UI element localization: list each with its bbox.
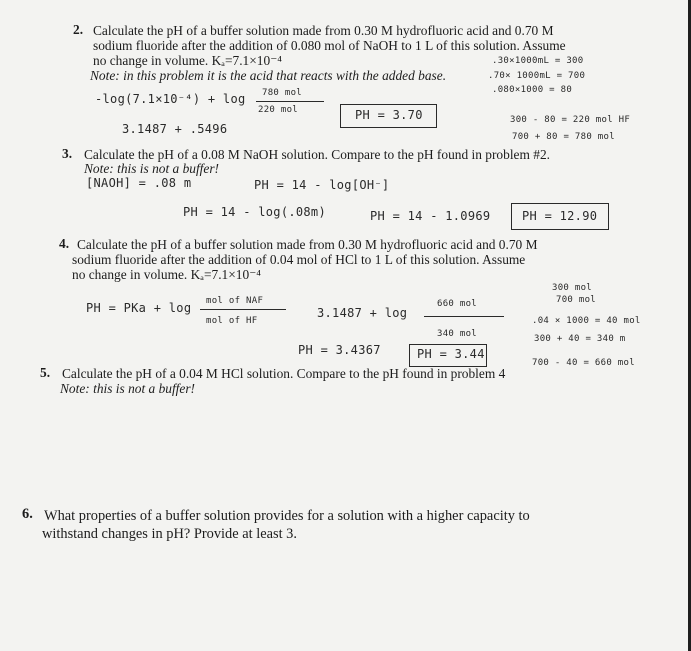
q3-number: 3. bbox=[62, 146, 73, 161]
q2-work-side3: .080×1000 = 80 bbox=[492, 85, 573, 95]
q6-number: 6. bbox=[22, 506, 33, 522]
q2-text-line2: sodium fluoride after the addition of 0.080 mol of NaOH to 1 L of this solution. Assume bbox=[93, 38, 566, 53]
q2-answer: PH = 3.70 bbox=[355, 108, 423, 122]
q4-work-result: PH = 3.4367 bbox=[298, 343, 381, 357]
q4-text-line3: no change in volume. Kₐ=7.1×10⁻⁴ bbox=[72, 267, 261, 282]
q4-answer: PH = 3.44 bbox=[417, 347, 485, 361]
q4-work-substituted: 3.1487 + log bbox=[317, 306, 408, 320]
q4-work-fraction1-denominator: mol of HF bbox=[206, 316, 258, 326]
q4-work-equation: PH = PKa + log bbox=[86, 301, 192, 315]
q4-work-side3: .04 × 1000 = 40 mol bbox=[532, 316, 641, 326]
q2-work-side1: .30×1000mL = 300 bbox=[492, 56, 584, 66]
q3-work-formula: PH = 14 - log[OH⁻] bbox=[254, 178, 390, 192]
q2-work-fraction-numerator: 780 mol bbox=[262, 88, 303, 98]
q3-note: Note: this is not a buffer! bbox=[84, 161, 220, 176]
q4-fraction2-bar bbox=[424, 316, 504, 317]
q2-work-values: 3.1487 + .5496 bbox=[122, 122, 228, 136]
q4-work-side2: 700 mol bbox=[556, 295, 597, 305]
q4-text-line1: Calculate the pH of a buffer solution made from 0.30 M hydrofluoric acid and 0.70 M bbox=[77, 237, 538, 252]
q2-work-side2: .70× 1000mL = 700 bbox=[488, 71, 586, 81]
q3-work-substitution: PH = 14 - log(.08m) bbox=[183, 205, 326, 219]
q6-text-line2: withstand changes in pH? Provide at least 3. bbox=[42, 526, 297, 542]
q4-work-side5: 700 - 40 = 660 mol bbox=[532, 358, 635, 368]
q5-number: 5. bbox=[40, 365, 51, 380]
q4-work-fraction1-numerator: mol of NAF bbox=[206, 296, 264, 306]
q3-work-evaluation: PH = 14 - 1.0969 bbox=[370, 209, 491, 223]
q4-work-side1: 300 mol bbox=[552, 283, 593, 293]
q2-work-fraction-denominator: 220 mol bbox=[258, 105, 299, 115]
q2-work-side5: 700 + 80 = 780 mol bbox=[512, 132, 615, 142]
q4-work-side4: 300 + 40 = 340 m bbox=[534, 334, 626, 344]
q2-note: Note: in this problem it is the acid that reacts with the added base. bbox=[90, 68, 447, 83]
q4-fraction1-bar bbox=[200, 309, 286, 310]
q2-work-side4: 300 - 80 = 220 mol HF bbox=[510, 115, 631, 125]
q3-answer: PH = 12.90 bbox=[522, 209, 598, 223]
q3-work-concentration: [NAOH] = .08 m bbox=[86, 176, 192, 190]
q4-work-fraction2-numerator: 660 mol bbox=[437, 299, 478, 309]
q2-fraction-bar bbox=[256, 101, 324, 102]
q2-work-equation: -log(7.1×10⁻⁴) + log bbox=[95, 92, 246, 106]
q5-text-line1: Calculate the pH of a 0.04 M HCl solution. Compare to the pH found in problem 4 bbox=[62, 366, 506, 381]
q4-text-line2: sodium fluoride after the addition of 0.04 mol of HCl to 1 L of this solution. Assume bbox=[72, 252, 526, 267]
q2-text-line3: no change in volume. Kₐ=7.1×10⁻⁴ bbox=[93, 53, 282, 68]
q6-text-line1: What properties of a buffer solution provides for a solution with a higher capacity to bbox=[44, 508, 530, 524]
q4-work-fraction2-denominator: 340 mol bbox=[437, 329, 478, 339]
q2-number: 2. bbox=[73, 22, 84, 37]
q2-text-line1: Calculate the pH of a buffer solution made from 0.30 M hydrofluoric acid and 0.70 M bbox=[93, 23, 554, 38]
q3-text-line1: Calculate the pH of a 0.08 M NaOH solution. Compare to the pH found in problem #2. bbox=[84, 147, 550, 162]
q5-note: Note: this is not a buffer! bbox=[60, 381, 196, 396]
q4-number: 4. bbox=[59, 236, 70, 251]
